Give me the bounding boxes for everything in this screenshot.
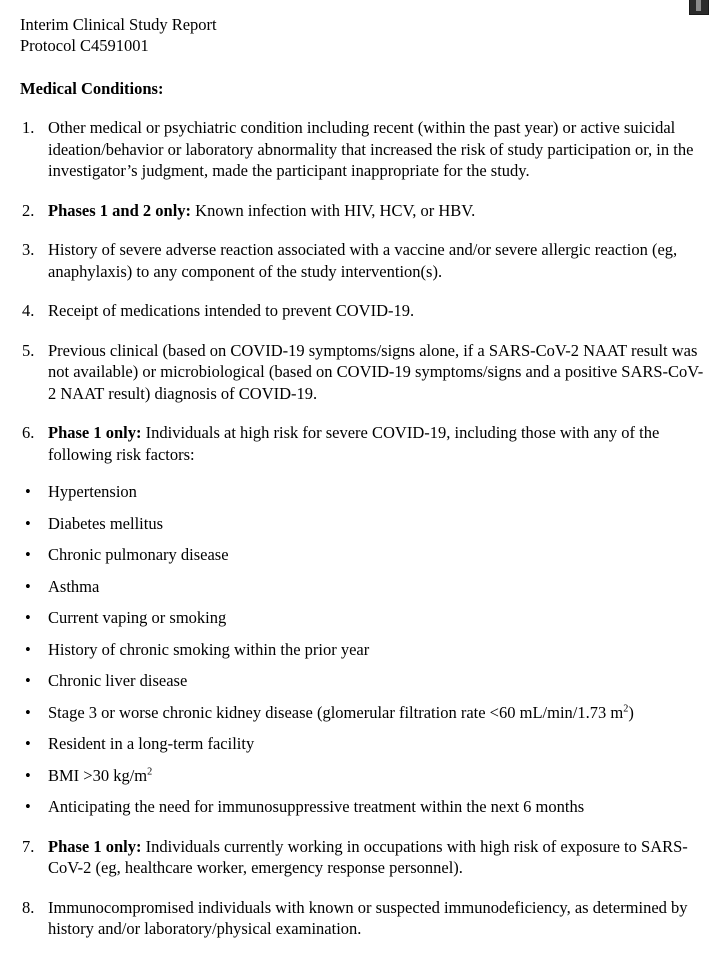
list-item [20,200,709,222]
list-item-number: 1. [22,118,35,137]
list-item-text: Receipt of medications intended to prevent COVID-19. [48,301,415,320]
list-item [20,481,709,503]
list-item-text: Stage 3 or worse chronic kidney disease (glomerular filtration rate <60 mL/min/1.73 m [48,702,624,722]
list-item-text: Resident in a long-term facility [48,734,255,753]
list-item-text: Individuals at high risk for severe COVID-19, including those with any of the following risk factors: [48,423,660,464]
list-item-text-tail: ) [628,702,634,722]
list-item-lead: Phase 1 only: [48,836,142,856]
numbered-list-main [20,117,709,465]
list-item [20,733,709,755]
list-item-text: History of chronic smoking within the prior year [48,639,370,659]
document-header [20,14,709,56]
list-item-text: History of severe adverse reaction associated with a vaccine and/or severe allergic reaction (eg, anaphylaxis) to any component of the study intervention(s). [48,240,678,281]
list-item [20,639,709,661]
bullet-icon: • [25,639,31,659]
list-item-number: 4. [22,301,35,320]
list-item [20,340,709,405]
list-item [20,513,709,535]
list-item-text: Hypertension [48,482,137,501]
list-item [20,702,709,724]
window-chrome-artifact-icon [689,0,709,15]
list-item-text: Chronic liver disease [48,671,188,690]
bullet-icon: • [25,576,31,596]
list-item-text: Diabetes mellitus [48,513,164,533]
bullet-icon: • [25,513,31,533]
bullet-icon: • [25,734,31,753]
list-item [20,422,709,465]
list-item [20,576,709,598]
superscript: 2 [147,766,153,777]
list-item-lead: Phases 1 and 2 only: [48,200,192,220]
bullet-icon: • [25,482,31,501]
bullet-icon: • [25,765,31,785]
list-item-text: Immunocompromised individuals with known or suspected immunodeficiency, as determined by history and/or laboratory/physical examination. [48,897,688,938]
list-item [20,897,709,940]
list-item [20,117,709,182]
list-item-text: Individuals currently working in occupations with high risk of exposure to SARS-CoV-2 (eg, healthcare worker, emergency response personnel). [48,836,688,877]
list-item [20,239,709,282]
bullet-icon: • [25,702,31,722]
risk-factors-bullet-list [20,481,709,818]
section-heading: Medical Conditions: [20,79,164,98]
list-item [20,607,709,629]
report-title: Interim Clinical Study Report [20,15,217,34]
list-item-text: Anticipating the need for immunosuppressive treatment within the next 6 months [48,797,585,816]
numbered-list-tail [20,836,709,940]
list-item-number: 2. [22,200,35,220]
list-item-text: Other medical or psychiatric condition including recent (within the past year) or active suicidal ideation/behavior or laboratory abnormality that increased the risk of study participation or, in the investigator’s judgment, made the participant inappropriate for the study. [48,118,694,180]
bullet-icon: • [25,797,31,816]
bullet-icon: • [25,608,31,627]
superscript: 2 [623,703,629,714]
list-item-text: Known infection with HIV, HCV, or HBV. [191,200,476,220]
list-item [20,765,709,787]
list-item-text: Previous clinical (based on COVID-19 symptoms/signs alone, if a SARS-CoV-2 NAAT result was not available) or microbiological (based on COVID-19 symptoms/signs and a positive SARS-CoV-2 NAAT result) diagnosis of COVID-19. [48,340,704,403]
list-item [20,300,709,322]
list-item [20,836,709,879]
list-item [20,796,709,818]
protocol-number: Protocol C4591001 [20,36,149,55]
list-item-text: BMI >30 kg/m [48,765,148,785]
list-item [20,544,709,566]
bullet-icon: • [25,545,31,564]
list-item-lead: Phase 1 only: [48,423,142,442]
list-item-text: Asthma [48,576,100,596]
list-item-number: 8. [22,897,35,917]
list-item-text: Chronic pulmonary disease [48,545,229,564]
list-item-number: 3. [22,240,35,259]
list-item-number: 5. [22,340,35,360]
list-item [20,670,709,692]
list-item-number: 7. [22,836,35,856]
list-item-number: 6. [22,423,35,442]
bullet-icon: • [25,671,31,690]
list-item-text: Current vaping or smoking [48,608,227,627]
